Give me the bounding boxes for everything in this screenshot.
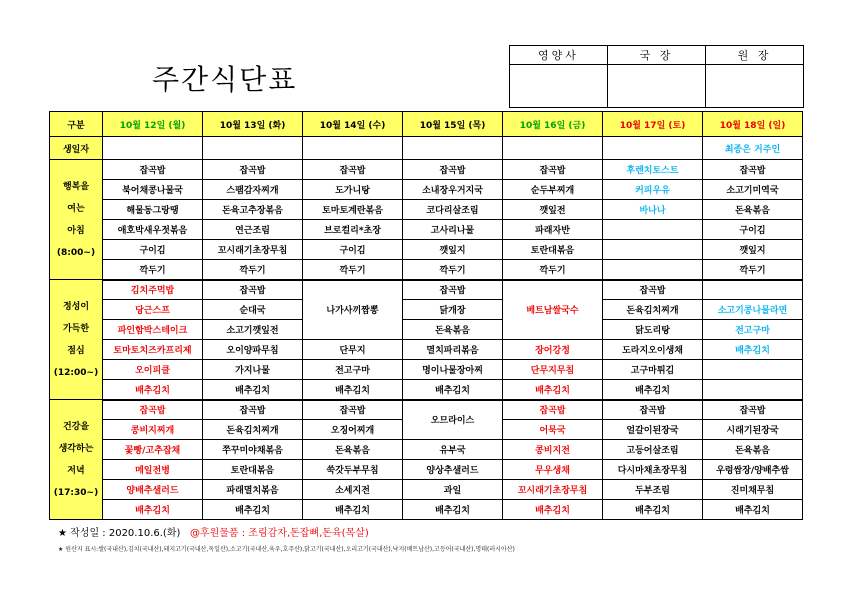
- day-header: 10월 16일 (금): [503, 112, 603, 137]
- menu-cell: 우렁쌈장/양배추쌈: [703, 460, 803, 480]
- menu-cell: 돈육김치찌개: [203, 420, 303, 440]
- menu-cell: 소내장우거지국: [403, 180, 503, 200]
- menu-cell: 애호박새우젓볶음: [103, 220, 203, 240]
- menu-cell: 돈육고추장볶음: [203, 200, 303, 220]
- menu-cell: 꼬시래기초장무침: [203, 240, 303, 260]
- day-header: 10월 17일 (토): [603, 112, 703, 137]
- birthday-person: 최종은 거주인: [703, 137, 803, 160]
- menu-cell: 도가니탕: [303, 180, 403, 200]
- menu-cell: 쑥갓두부무침: [303, 460, 403, 480]
- approval-role-director: 국 장: [608, 46, 706, 65]
- menu-cell: 깍두기: [303, 260, 403, 280]
- menu-cell: 배추김치: [703, 340, 803, 360]
- menu-cell: 배추김치: [103, 380, 203, 400]
- menu-cell: 잡곡밥: [203, 280, 303, 300]
- menu-cell: 배추김치: [403, 500, 503, 520]
- menu-cell: 돈육볶음: [703, 200, 803, 220]
- dinner-row: [50, 440, 803, 460]
- dinner-row: [50, 480, 803, 500]
- menu-cell: 해물동그랑땡: [103, 200, 203, 220]
- menu-cell: 돈육볶음: [303, 440, 403, 460]
- day-header: 10월 13일 (화): [203, 112, 303, 137]
- menu-cell: 다시마채초장무침: [603, 460, 703, 480]
- menu-cell: 닭도리탕: [603, 320, 703, 340]
- menu-cell: [603, 137, 703, 160]
- breakfast-row: [50, 260, 803, 280]
- menu-cell: 양상추샐러드: [403, 460, 503, 480]
- menu-cell: 배추김치: [603, 500, 703, 520]
- menu-cell: [303, 137, 403, 160]
- menu-cell: 잡곡밥: [603, 280, 703, 300]
- menu-cell: 어묵국: [503, 420, 603, 440]
- lunch-row: [50, 340, 803, 360]
- menu-cell: 잡곡밥: [103, 400, 203, 420]
- menu-cell: 고사리나물: [403, 220, 503, 240]
- menu-cell: 북어채콩나물국: [103, 180, 203, 200]
- menu-cell: 구이김: [103, 240, 203, 260]
- menu-cell: 나가사끼짬뽕: [303, 280, 403, 340]
- menu-cell: 명이나물장아찌: [403, 360, 503, 380]
- dinner-row: [50, 500, 803, 520]
- header-row: [50, 112, 803, 137]
- menu-cell: 순대국: [203, 300, 303, 320]
- birthday-row: [50, 137, 803, 160]
- menu-cell: 콩비지찌개: [103, 420, 203, 440]
- footer-note: [58, 524, 369, 539]
- dinner-label: 건강을 생각하는 저녁 (17:30~): [50, 400, 103, 520]
- menu-cell: 도라지오이생채: [603, 340, 703, 360]
- menu-cell: [703, 380, 803, 400]
- approval-box: [509, 45, 804, 108]
- menu-cell: 양배추샐러드: [103, 480, 203, 500]
- menu-cell: 깍두기: [103, 260, 203, 280]
- menu-cell: 오므라이스: [403, 400, 503, 440]
- menu-cell: 잡곡밥: [403, 160, 503, 180]
- menu-cell: 돈육볶음: [403, 320, 503, 340]
- menu-cell: 꼬시래기초장무침: [503, 480, 603, 500]
- menu-cell: 고등어살조림: [603, 440, 703, 460]
- menu-cell: 멸치파리볶음: [403, 340, 503, 360]
- dinner-row: [50, 400, 803, 420]
- menu-cell: [703, 360, 803, 380]
- menu-cell: 깻잎전: [503, 200, 603, 220]
- menu-cell: 유부국: [403, 440, 503, 460]
- menu-cell: 배추김치: [603, 380, 703, 400]
- breakfast-row: [50, 160, 803, 180]
- menu-cell: 콩비지전: [503, 440, 603, 460]
- menu-cell: 깻잎지: [703, 240, 803, 260]
- menu-cell: 순두부찌개: [503, 180, 603, 200]
- menu-cell: 배추김치: [303, 500, 403, 520]
- day-header: 10월 14일 (수): [303, 112, 403, 137]
- menu-cell: 과일: [403, 480, 503, 500]
- menu-cell: 깻잎지: [403, 240, 503, 260]
- menu-cell: 잡곡밥: [703, 400, 803, 420]
- menu-cell: 구이김: [303, 240, 403, 260]
- approval-sign-nutritionist: [510, 65, 608, 108]
- menu-table: [49, 111, 803, 520]
- menu-cell: 전고구마: [303, 360, 403, 380]
- menu-cell: [603, 260, 703, 280]
- menu-cell: 단무지무침: [503, 360, 603, 380]
- menu-cell: 배추김치: [303, 380, 403, 400]
- menu-cell: 깍두기: [703, 260, 803, 280]
- day-header: 10월 15일 (목): [403, 112, 503, 137]
- menu-cell: 메일전병: [103, 460, 203, 480]
- menu-cell: 토마토계란볶음: [303, 200, 403, 220]
- menu-cell: 배추김치: [503, 380, 603, 400]
- menu-cell: 코다리살조림: [403, 200, 503, 220]
- approval-role-nutritionist: 영양사: [510, 46, 608, 65]
- menu-cell: 오이양파무침: [203, 340, 303, 360]
- menu-cell: 배추김치: [703, 500, 803, 520]
- birthday-label: 생일자: [50, 137, 103, 160]
- breakfast-row: [50, 240, 803, 260]
- page-title: 주간식단표: [152, 63, 298, 96]
- lunch-row: [50, 380, 803, 400]
- menu-cell: 구이김: [703, 220, 803, 240]
- menu-cell: 배추김치: [203, 380, 303, 400]
- menu-cell: 오이피클: [103, 360, 203, 380]
- menu-cell: 파래멸치볶음: [203, 480, 303, 500]
- menu-cell: 잡곡밥: [503, 400, 603, 420]
- menu-cell: 쭈꾸미야채볶음: [203, 440, 303, 460]
- breakfast-label: 행복을 여는 아침 (8:00~): [50, 160, 103, 280]
- menu-cell: 시래기된장국: [703, 420, 803, 440]
- breakfast-row: [50, 180, 803, 200]
- menu-cell: [603, 240, 703, 260]
- lunch-row: [50, 300, 803, 320]
- menu-cell: 소세지전: [303, 480, 403, 500]
- category-header: 구분: [50, 112, 103, 137]
- menu-cell: 파인함박스테이크: [103, 320, 203, 340]
- menu-cell: 배추김치: [203, 500, 303, 520]
- menu-cell: 무우생채: [503, 460, 603, 480]
- menu-cell: 닭개장: [403, 300, 503, 320]
- menu-cell: 토란대볶음: [203, 460, 303, 480]
- menu-cell: 배추김치: [503, 500, 603, 520]
- menu-cell: 가지나물: [203, 360, 303, 380]
- menu-cell: 잡곡밥: [303, 160, 403, 180]
- lunch-row: [50, 320, 803, 340]
- written-date: ★ 작성일 : 2020.10.6.(화): [58, 528, 181, 539]
- menu-cell: 소고기미역국: [703, 180, 803, 200]
- menu-cell: 베트남쌀국수: [503, 280, 603, 340]
- menu-cell: 스팸감자찌개: [203, 180, 303, 200]
- dinner-row: [50, 460, 803, 480]
- menu-cell: 단무지: [303, 340, 403, 360]
- menu-cell: 깍두기: [203, 260, 303, 280]
- lunch-label: 정성이 가득한 점심 (12:00~): [50, 280, 103, 400]
- menu-cell: 고구마튀김: [603, 360, 703, 380]
- menu-cell: 배추김치: [403, 380, 503, 400]
- menu-cell: [103, 137, 203, 160]
- menu-cell: 토란대볶음: [503, 240, 603, 260]
- menu-cell: 잡곡밥: [503, 160, 603, 180]
- menu-cell: 잡곡밥: [303, 400, 403, 420]
- sponsor-note: @후원물품 : 조림감자,돈잡뼈,돈육(목살): [189, 528, 369, 539]
- day-header: 10월 18일 (일): [703, 112, 803, 137]
- menu-cell: 김치주먹밥: [103, 280, 203, 300]
- menu-cell: 잡곡밥: [203, 400, 303, 420]
- menu-cell: 바나나: [603, 200, 703, 220]
- approval-sign-head: [706, 65, 804, 108]
- menu-cell: 브로컬리*초장: [303, 220, 403, 240]
- menu-cell: 당근스프: [103, 300, 203, 320]
- menu-cell: 잡곡밥: [103, 160, 203, 180]
- menu-cell: 잡곡밥: [203, 160, 303, 180]
- menu-cell: 두부조림: [603, 480, 703, 500]
- lunch-row: [50, 360, 803, 380]
- menu-cell: 소고기깻잎전: [203, 320, 303, 340]
- menu-cell: 잡곡밥: [703, 160, 803, 180]
- menu-cell: 후렌치토스트: [603, 160, 703, 180]
- menu-cell: 장어강정: [503, 340, 603, 360]
- menu-cell: 깍두기: [403, 260, 503, 280]
- menu-cell: 커피우유: [603, 180, 703, 200]
- lunch-row: [50, 280, 803, 300]
- menu-cell: 연근조림: [203, 220, 303, 240]
- day-header: 10월 12일 (월): [103, 112, 203, 137]
- menu-cell: 진미채무침: [703, 480, 803, 500]
- approval-role-head: 원 장: [706, 46, 804, 65]
- menu-cell: 전고구마: [703, 320, 803, 340]
- menu-cell: 토마토치즈카프리제: [103, 340, 203, 360]
- breakfast-row: [50, 200, 803, 220]
- menu-cell: [603, 220, 703, 240]
- menu-cell: 돈육볶음: [703, 440, 803, 460]
- breakfast-row: [50, 220, 803, 240]
- menu-cell: [703, 280, 803, 300]
- origin-note: ★ 원산지 표시:쌀(국내산),김치(국내산),돼지고기(국내산,독일산),소고기(국내산,육우,호주산),닭고기(국내산),오리고기(국내산),낙지(베트남산),고등어(국내산),명태(러시아산): [58, 546, 515, 553]
- menu-cell: [403, 137, 503, 160]
- menu-cell: 잡곡밥: [403, 280, 503, 300]
- menu-cell: 잡곡밥: [603, 400, 703, 420]
- menu-cell: [503, 137, 603, 160]
- menu-cell: 소고기콩나물라면: [703, 300, 803, 320]
- menu-cell: 배추김치: [103, 500, 203, 520]
- menu-cell: [203, 137, 303, 160]
- menu-cell: 오징어찌개: [303, 420, 403, 440]
- menu-cell: 꽃빵/고추잡채: [103, 440, 203, 460]
- menu-cell: 얼갈이된장국: [603, 420, 703, 440]
- menu-cell: 깍두기: [503, 260, 603, 280]
- menu-cell: 파래자반: [503, 220, 603, 240]
- menu-cell: 돈육김치찌개: [603, 300, 703, 320]
- approval-sign-director: [608, 65, 706, 108]
